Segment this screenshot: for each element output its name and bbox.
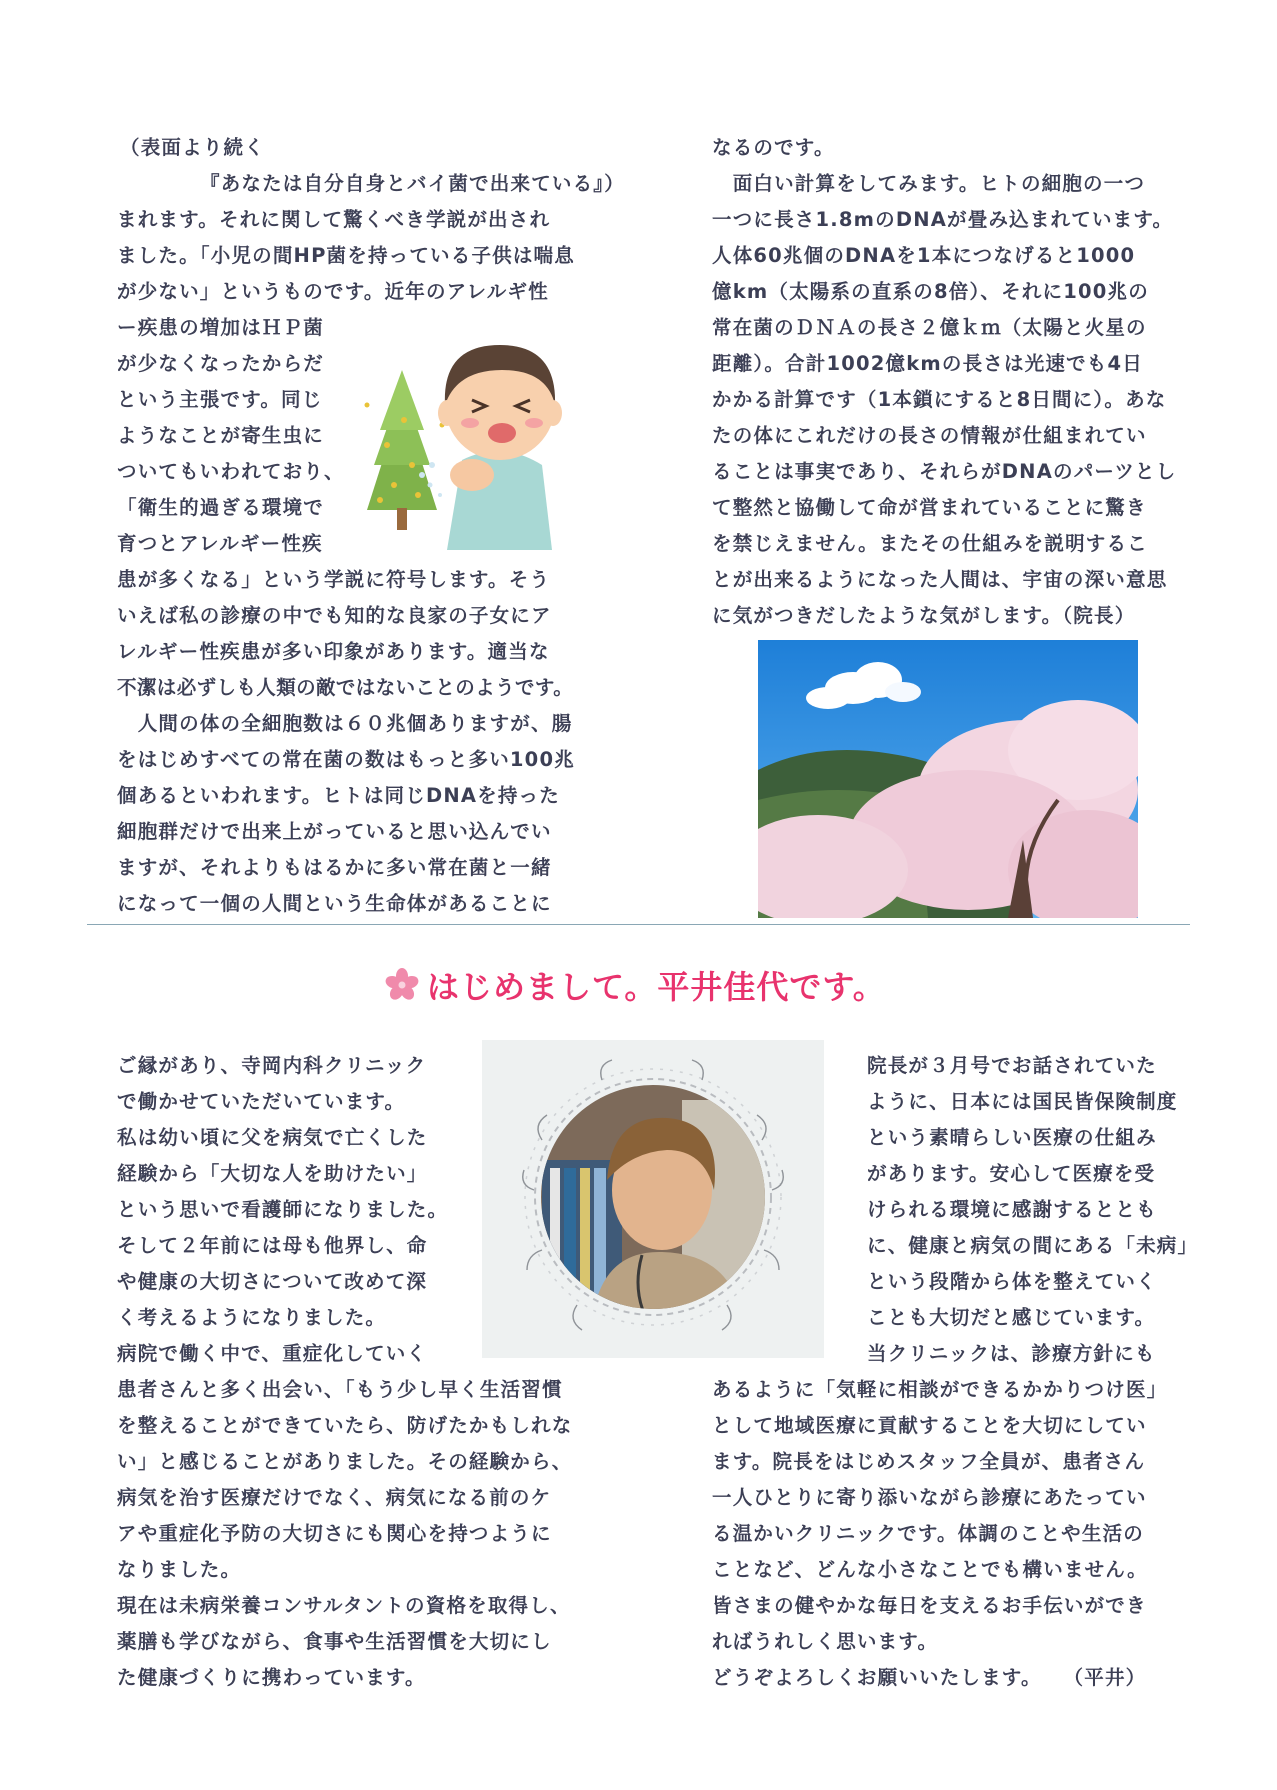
text-line: 面白い計算をしてみます。ヒトの細胞の一つ [712,172,1146,195]
text-line: 患が多くなる」という学説に符号します。そう [117,568,551,591]
text-line: が少なくなったからだ [117,352,325,375]
text-line: をはじめすべての常在菌の数はもっと多い100兆 [117,748,575,771]
text-line: 薬膳も学びながら、食事や生活習慣を大切にし [117,1630,552,1653]
text-line: て整然と協働して命が営まれていることに驚き [712,496,1147,519]
text-line: 私は幼い頃に父を病気で亡くした [117,1126,428,1149]
text-line: 「衛生的過ぎる環境で [117,496,325,519]
text-line: たの体にこれだけの長さの情報が仕組まれてい [712,424,1147,447]
text-line: ればうれしく思います。 [712,1630,939,1653]
text-line: 人体60兆個のDNAを1本につなげると1000 [712,244,1136,267]
text-line: に気がつきだしたような気がします。（院長） [712,604,1136,627]
text-line: けられる環境に感謝するととも [867,1198,1157,1221]
text-line: ように、日本には国民皆保険制度 [867,1090,1178,1113]
section-title: はじめまして。平井佳代です。 [427,968,886,1006]
text-line: 病院で働く中で、重症化していく [117,1342,428,1365]
text-line: 個あるといわれます。ヒトは同じDNAを持った [117,784,560,807]
text-line: 経験から「大切な人を助けたい」 [117,1162,428,1185]
text-line: ようなことが寄生虫に [117,424,325,447]
text-line: ことも大切だと感じています。 [867,1306,1156,1329]
text-line: 院長が３月号でお話されていた [867,1054,1157,1077]
text-line: になって一個の人間という生命体があることに [117,892,552,915]
sneezing-child-illustration [352,325,572,550]
text-line: として地域医療に貢献することを大切にしてい [712,1414,1147,1437]
text-line: 細胞群だけで出来上がっていると思い込んでい [117,820,552,843]
text-line: を整えることができていたら、防げたかもしれな [117,1414,573,1437]
text-line: 不潔は必ずしも人類の敵ではないことのようです。 [117,676,574,699]
text-line: 患者さんと多く出会い、「もう少し早く生活習慣 [117,1378,563,1401]
text-line: 人間の体の全細胞数は６０兆個ありますが、腸 [117,712,573,735]
text-line: があります。安心して医療を受 [867,1162,1156,1185]
text-line: ますが、それよりもはるかに多い常在菌と一緒 [117,856,552,879]
text-line: あるように「気軽に相談ができるかかりつけ医」 [712,1378,1168,1401]
text-line: 育つとアレルギー性疾 [117,532,323,555]
text-line: 皆さまの健やかな毎日を支えるお手伝いができ [712,1594,1147,1617]
text-line: 距離）。合計1002億kmの長さは光速でも4日 [712,352,1143,375]
text-line: という素晴らしい医療の仕組み [867,1126,1157,1149]
text-line: （表面より続く [120,136,265,159]
text-line: 億km（太陽系の直系の8倍）、それに100兆の [712,280,1149,303]
portrait-photo [482,1040,824,1358]
cherry-blossom-photo [758,640,1138,918]
text-line: という主張です。同じ [117,388,323,411]
text-line: という段階から体を整えていく [867,1270,1157,1293]
text-line: る温かいクリニックです。体調のことや生活の [712,1522,1144,1545]
text-line: そして２年前には母も他界し、命 [117,1234,428,1257]
text-line: ました。「小児の間HP菌を持っている子供は喘息 [117,244,575,267]
text-line: ご縁があり、寺岡内科クリニック [117,1054,427,1077]
text-line: 常在菌のＤＮＡの長さ２億ｋｍ（太陽と火星の [712,316,1147,339]
text-line: なりました。 [117,1558,242,1581]
section-heading [385,962,886,1008]
text-line: ます。院長をはじめスタッフ全員が、患者さん [712,1450,1146,1473]
text-line: どうぞよろしくお願いいたします。 （平井） [712,1666,1147,1689]
text-line: とが出来るようになった人間は、宇宙の深い意思 [712,568,1168,591]
text-line: いえば私の診療の中でも知的な良家の子女にア [117,604,552,627]
text-line: く考えるようになりました。 [117,1306,387,1329]
text-line: 当クリニックは、診療方針にも [867,1342,1156,1365]
text-line: 一つに長さ1.8mのDNAが畳み込まれています。 [712,208,1174,231]
text-line: た健康づくりに携わっています。 [117,1666,426,1689]
text-line: を禁じえません。またその仕組みを説明するこ [712,532,1148,555]
text-line: ことなど、どんな小さなことでも構いません。 [712,1558,1148,1581]
text-line: 『あなたは自分自身とバイ菌で出来ている』） [200,172,625,195]
text-line: かかる計算です（1本鎖にすると8日間に）。あな [712,388,1167,411]
text-line: が少ない」というものです。近年のアレルギ性 [117,280,549,303]
text-line: 病気を治す医療だけでなく、病気になる前のケ [117,1486,552,1509]
text-line: なるのです。 [712,136,835,159]
text-line: い」と感じることがありました。その経験から、 [117,1450,573,1473]
text-line: ー疾患の増加はＨＰ菌 [117,316,325,339]
text-line: や健康の大切さについて改めて深 [117,1270,428,1293]
text-line: ついてもいわれており、 [117,460,345,483]
cherry-blossom-icon [385,968,419,1002]
text-line: レルギー性疾患が多い印象があります。適当な [117,640,550,663]
text-line: ることは事実であり、それらがDNAのパーツとし [712,460,1177,483]
text-line: アや重症化予防の大切さにも関心を持つように [117,1522,552,1545]
text-line: まれます。それに関して驚くべき学説が出され [117,208,551,231]
text-line: という思いで看護師になりました。 [117,1198,449,1221]
text-line: に、健康と病気の間にある「未病」 [867,1234,1199,1257]
text-line: 一人ひとりに寄り添いながら診療にあたってい [712,1486,1147,1509]
text-line: 現在は未病栄養コンサルタントの資格を取得し、 [117,1594,571,1617]
text-line: で働かせていただいています。 [117,1090,406,1113]
section-divider [87,924,1190,925]
